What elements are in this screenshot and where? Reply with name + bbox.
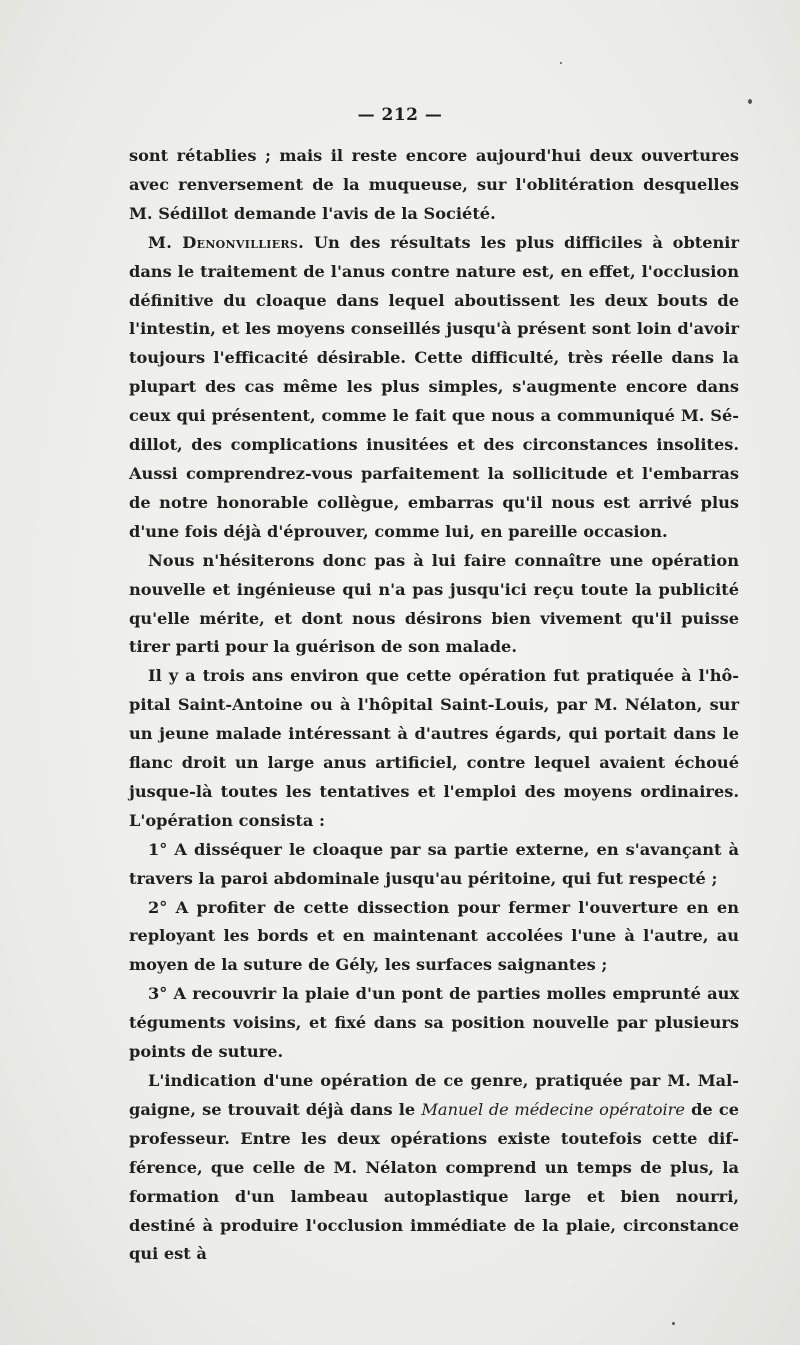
paragraph (129, 229, 739, 547)
list-item: 3° A recouvrir la plaie d'un pont de parties molles emprunté aux téguments voisins, et fixé dans sa position nouvelle par plusieurs points de suture. (129, 984, 739, 1062)
list-item: 2° A profiter de cette dissection pour fermer l'ouverture en en reployant les bords et en maintenant accolées l'une à l'autre, au moyen de la suture de Gély, les surfaces saignantes ; (129, 897, 739, 975)
paragraph: sont rétablies ; mais il reste encore aujourd'hui deux ouvertures avec renversement de la muqueuse, sur l'oblitération desquelles M. Sédillot demande l'avis de la Société. (129, 146, 739, 223)
list-item: 1° A disséquer le cloaque par sa partie externe, en s'avançant à travers la paroi abdominale jusqu'au péritoine, qui fut respecté ; (129, 839, 739, 888)
paragraph-text: Un des résultats les plus difficiles à obtenir dans le traitement de l'anus contre nature est, en effet, l'occlusion définitive du cloaque dans lequel aboutissent les deux bouts de l'intestin, et les moyens conseillés jusqu'à présent sont loin d'avoir toujours l'efficacité désirable. Cette difficulté, très réelle dans la plupart des cas même les plus simples, s'augmente encore dans ceux qui présentent, comme le fait que nous a communiqué M. Sédillot, des complications inusitées et des circonstances insolites. Aussi comprendrez-vous parfaitement la sollicitude et l'embarras de notre honorable collègue, embarras qu'il nous est arrivé plus d'une fois déjà d'éprouver, comme lui, en pareille occasion. (129, 232, 739, 541)
paragraph: Il y a trois ans environ que cette opération fut pratiquée à l'hôpital Saint-Antoine ou à l'hôpital Saint-Louis, par M. Nélaton, sur un jeune malade intéressant à d'autres égards, qui portait dans le flanc droit un large anus artificiel, contre lequel avaient échoué jusque-là toutes les tentatives et l'emploi des moyens ordinaires. L'opération consista : (129, 666, 739, 830)
paragraph (129, 1067, 739, 1269)
page-number: — 212 — (357, 105, 443, 125)
print-speck (560, 62, 562, 64)
print-speck (672, 1322, 675, 1325)
paragraph: Nous n'hésiterons donc pas à lui faire connaître une opération nouvelle et ingénieuse qui n'a pas jusqu'ici reçu toute la publicité qu'elle mérite, et dont nous désirons bien vivement qu'il puisse tirer parti pour la guérison de son malade. (129, 550, 739, 657)
book-title: Manuel de médecine opératoire (421, 1099, 685, 1119)
speaker-name: M. Denonvilliers. (148, 232, 305, 252)
paragraph-text: de ce professeur. Entre les deux opérations existe toutefois cette différence, que celle de M. Nélaton comprend un temps de plus, la formation d'un lambeau autoplastique large et bien nourri, destiné à produire l'occlusion immédiate de la plaie, circonstance qui est à (129, 1099, 739, 1264)
body-text (129, 142, 739, 1269)
paragraph-text: L'indication d'une opération de ce genre, pratiquée par M. Malgaigne, se trouvait déjà dans le (129, 1071, 739, 1119)
print-speck (748, 99, 752, 104)
